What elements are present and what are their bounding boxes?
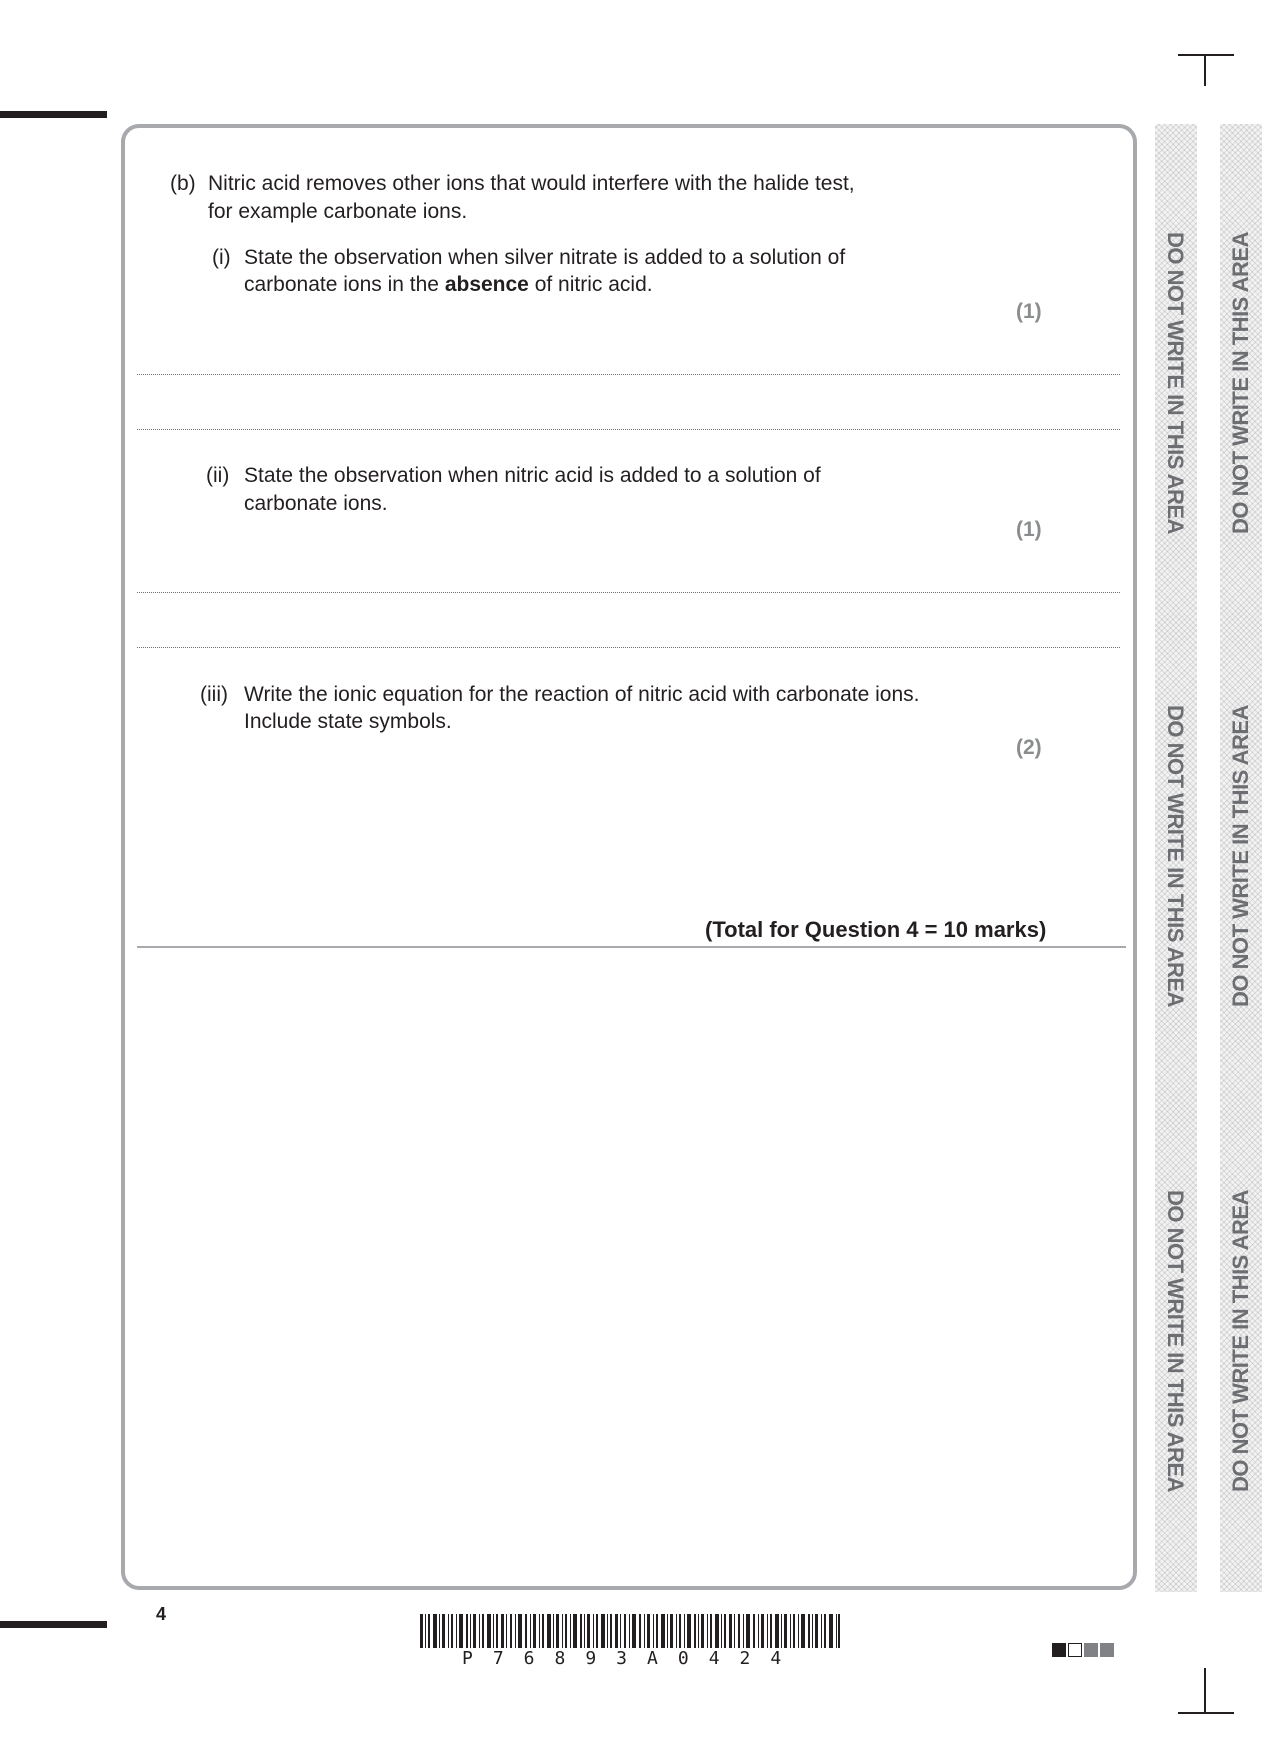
sub-ii-line1: State the observation when nitric acid is added to a solution of	[244, 464, 821, 487]
total-divider	[137, 946, 1126, 948]
answer-line-ii-1[interactable]	[137, 592, 1120, 593]
left-margin-bar-top	[0, 111, 107, 118]
margin-warning-outer-2: DO NOT WRITE IN THIS AREA	[1228, 705, 1253, 1008]
sub-iii-label: (iii)	[200, 683, 228, 706]
question-total: (Total for Question 4 = 10 marks)	[705, 917, 1047, 942]
answer-line-ii-2[interactable]	[137, 647, 1120, 648]
sub-i-line1: State the observation when silver nitrate is added to a solution of	[244, 246, 846, 269]
margin-warning-outer-1: DO NOT WRITE IN THIS AREA	[1228, 232, 1253, 535]
sub-i-marks: (1)	[1016, 300, 1042, 323]
sub-ii-marks: (1)	[1016, 518, 1042, 541]
page-position-block-1	[1052, 1643, 1066, 1657]
margin-warning-inner-1: DO NOT WRITE IN THIS AREA	[1163, 231, 1188, 534]
crop-mark-top-v	[1204, 54, 1206, 86]
page-position-block-2	[1068, 1643, 1082, 1657]
barcode-graphic	[420, 1614, 840, 1648]
crop-mark-top-h	[1178, 54, 1234, 56]
sub-i-label: (i)	[212, 246, 231, 269]
sub-i-line2-after: of nitric acid.	[528, 273, 653, 296]
sub-i-line2	[244, 271, 653, 299]
answer-line-i-2[interactable]	[137, 429, 1120, 430]
sub-iii-line1: Write the ionic equation for the reaction of nitric acid with carbonate ions.	[244, 683, 920, 706]
part-b-line1: Nitric acid removes other ions that would interfere with the halide test,	[208, 172, 855, 195]
sub-ii-label: (ii)	[206, 464, 230, 487]
page-position-block-4	[1100, 1643, 1114, 1657]
sub-ii-line2: carbonate ions.	[244, 492, 388, 515]
sub-iii-marks: (2)	[1016, 736, 1042, 759]
sub-i-line2-bold: absence	[444, 273, 529, 296]
margin-warning-inner-3: DO NOT WRITE IN THIS AREA	[1163, 1189, 1188, 1492]
crop-mark-bottom-h	[1178, 1712, 1234, 1714]
margin-warning-outer-3: DO NOT WRITE IN THIS AREA	[1228, 1190, 1253, 1493]
crop-mark-bottom-v	[1204, 1668, 1206, 1712]
margin-warning-inner-2: DO NOT WRITE IN THIS AREA	[1163, 704, 1188, 1007]
sub-i-line2-before: carbonate ions in the	[244, 273, 445, 296]
sub-iii-line2: Include state symbols.	[244, 710, 452, 733]
barcode-digits: P76893A0424	[462, 1648, 802, 1669]
part-b-label: (b)	[170, 172, 196, 195]
page-position-block-3	[1084, 1643, 1098, 1657]
answer-frame	[121, 124, 1137, 1590]
page-number: 4	[156, 1604, 167, 1624]
answer-line-i-1[interactable]	[137, 374, 1120, 375]
part-b-line2: for example carbonate ions.	[208, 200, 468, 223]
left-margin-bar-bottom	[0, 1621, 107, 1628]
